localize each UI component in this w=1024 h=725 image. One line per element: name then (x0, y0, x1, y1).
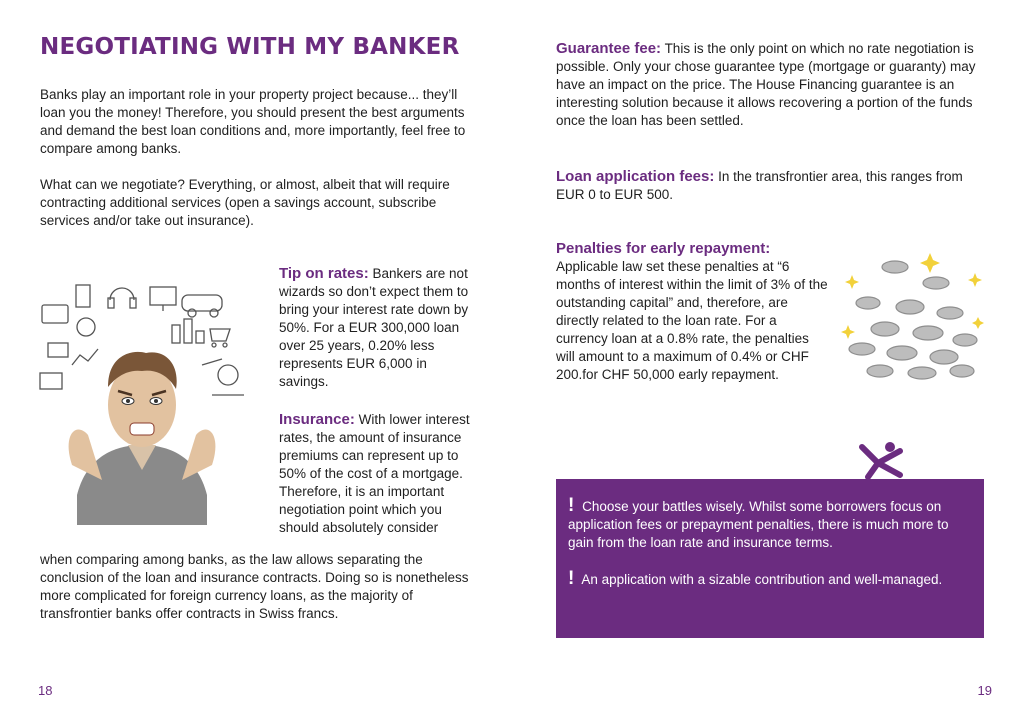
right-page (512, 0, 1024, 725)
penalties-text: Applicable law set these penalties at “6 months of interest within the limit of 3% of the outstanding capital” and, therefore, are directly related to the loan rate. For a currency loan at a 0.8% rate, the penalties will amount to a maximum of 0.4% or CHF 200.for CHF 50,000 early repayment. (556, 259, 828, 382)
intro-paragraph-1: Banks play an important role in your property project because... they’ll loan you the money! Therefore, you should present the best arguments and demand the best loan conditions and, more importantly, feel free to compare among banks. (40, 87, 466, 156)
loan-fees-heading: Loan application fees: (556, 168, 715, 185)
advice-callout (556, 479, 984, 638)
exclamation-icon: ! (568, 495, 575, 516)
insurance-text: With lower interest rates, the amount of insurance premiums can represent up to 50% of the cost of a mortgage. Therefore, it is an important negotiation point which you should absolutely consider (279, 412, 470, 535)
guarantee-heading: Guarantee fee: (556, 40, 662, 57)
coins-illustration (840, 245, 990, 385)
page-number-left: 18 (38, 683, 53, 698)
exclamation-icon: ! (568, 568, 575, 589)
insurance-section (279, 411, 474, 537)
callout-text-1: Choose your battles wisely. Whilst some borrowers focus on application fees or prepayment penalties, there is much more to gain from the loan rate and insurance terms. (568, 499, 949, 550)
intro-paragraph-2: What can we negotiate? Everything, or almost, albeit that will require contracting additional services (open a savings account, subscribe services and/or take out insurance). (40, 177, 450, 228)
loan-fees-text: In the transfrontier area, this ranges from EUR 0 to EUR 500. (556, 169, 963, 202)
callout-item-1 (568, 497, 968, 552)
frustrated-man-illustration (32, 265, 252, 525)
callout-item-2 (568, 570, 968, 589)
tip-heading: Tip on rates: (279, 265, 369, 282)
tip-text: Bankers are not wizards so don’t expect them to bring your interest rate down by 50%. For a EUR 300,000 loan over 25 years, 0.20% less represents EUR 6,000 in savings. (279, 266, 469, 389)
loan-application-fees-section (556, 168, 986, 204)
penalties-section (556, 240, 828, 384)
callout-text-2: An application with a sizable contribution and well-managed. (581, 572, 943, 587)
penalties-heading: Penalties for early repayment: (556, 240, 771, 257)
insurance-heading: Insurance: (279, 411, 355, 428)
page-title: NEGOTIATING WITH MY BANKER (40, 34, 460, 60)
insurance-text-continued: when comparing among banks, as the law allows separating the conclusion of the loan and insurance contracts. Doing so is nonetheless more complicated for foreign currency loans, as the majority of transfrontier banks offer contracts in Swiss francs. (40, 552, 469, 621)
guarantee-fee-section (556, 40, 986, 130)
guarantee-text: This is the only point on which no rate negotiation is possible. Only your chose guarantee type (mortgage or guaranty) may have an impact on the price. The House Financing guarantee is an interesting solution because it allows recovering a portion of the funds once the loan has been settled. (556, 41, 976, 128)
jumping-person-icon (856, 441, 908, 481)
page-number-right: 19 (977, 683, 992, 698)
tip-on-rates (279, 265, 474, 391)
